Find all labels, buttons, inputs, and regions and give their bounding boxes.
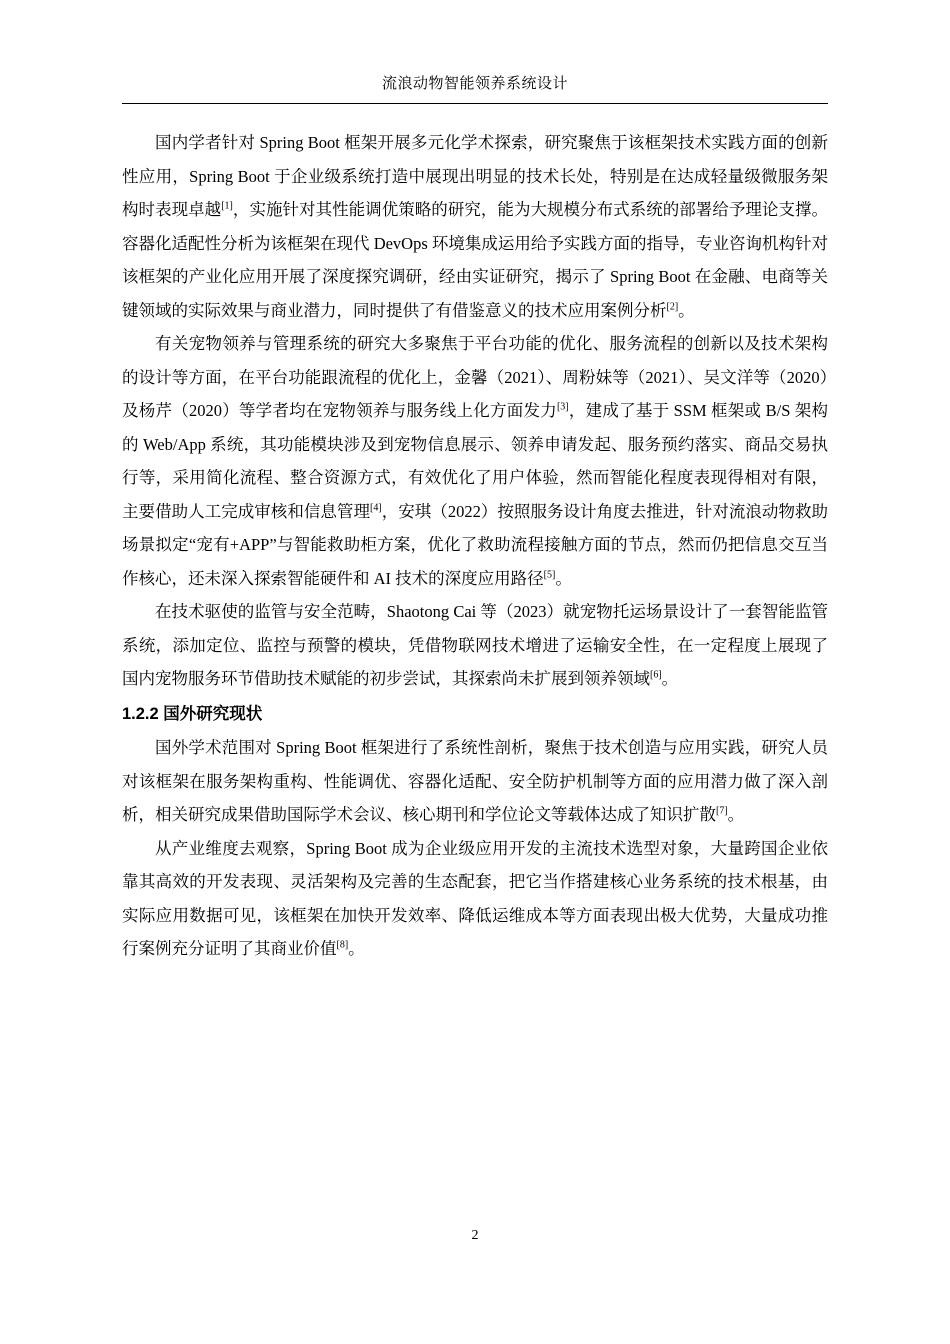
header-divider [122,103,828,104]
paragraph-supervision-safety: 在技术驱使的监管与安全范畴，Shaotong Cai 等（2023）就宠物托运场景设计了一套智能监管系统，添加定位、监控与预警的模块，凭借物联网技术增进了运输安全性，在一定程度上展现了国内宠物服务环节借助技术赋能的初步尝试，其探索尚未扩展到领养领域[6]。 [122,602,828,688]
paragraph-industry-perspective: 从产业维度去观察，Spring Boot 成为企业级应用开发的主流技术选型对象，大量跨国企业依靠其高效的开发表现、灵活架构及完善的生态配套，把它当作搭建核心业务系统的技术根基，由实际应用数据可见，该框架在加快开发效率、降低运维成本等方面表现出极大优势，大量成功推行案例充分证明了其商业价值[8]。 [122,838,828,958]
page-header-title: 流浪动物智能领养系统设计 [381,76,568,92]
paragraph-domestic-springboot: 国内学者针对 Spring Boot 框架开展多元化学术探索，研究聚焦于该框架技术实践方面的创新性应用，Spring Boot 于企业级系统打造中展现出明显的技术长处，特别是在达成轻量级微服务架构时表现卓越[1]，实施针对其性能调优策略的研究，能为大规模分布式系统的部署给予理论支撑。容器化适配性分析为该框架在现代 DevOps 环境集成运用给予实践方面的指导，专业咨询机构针对该框架的产业化应用开展了深度探究调研，经由实证研究，揭示了 Spring Boot 在金融、电商等关键领域的实际效果与商业潜力，同时提供了有借鉴意义的技术应用案例分析[2]。 [122,133,829,320]
paragraph-pet-adoption-research: 有关宠物领养与管理系统的研究大多聚焦于平台功能的优化、服务流程的创新以及技术架构的设计等方面，在平台功能跟流程的优化上，金馨（2021）、周粉妹等（2021）、吴文洋等（2020）及杨芹（2020）等学者均在宠物领养与服务线上化方面发力[3]，建成了基于 SSM 框架或 B/S 架构的 Web/App 系统，其功能模块涉及到宠物信息展示、领养申请发起、服务预约落实、商品交易执行等，采用简化流程、整合资源方式，有效优化了用户体验，然而智能化程度表现得相对有限，主要借助人工完成审核和信息管理[4]，安琪（2022）按照服务设计角度去推进，针对流浪动物救助场景拟定“宠有+APP”与智能救助柜方案，优化了救助流程接触方面的节点，然而仍把信息交互当作核心，还未深入探索智能硬件和 AI 技术的深度应用路径[5]。 [122,334,829,588]
paragraph-foreign-springboot: 国外学术范围对 Spring Boot 框架进行了系统性剖析，聚焦于技术创造与应用实践，研究人员对该框架在服务架构重构、性能调优、容器化适配、安全防护机制等方面的应用潜力做了深入剖析，相关研究成果借助国际学术会议、核心期刊和学位论文等载体达成了知识扩散[7]。 [122,738,828,824]
document-body [122,126,828,966]
heading-foreign-research-status: 1.2.2 国外研究现状 [122,704,263,723]
page-content [122,72,828,966]
page-number: 2 [471,1228,479,1243]
